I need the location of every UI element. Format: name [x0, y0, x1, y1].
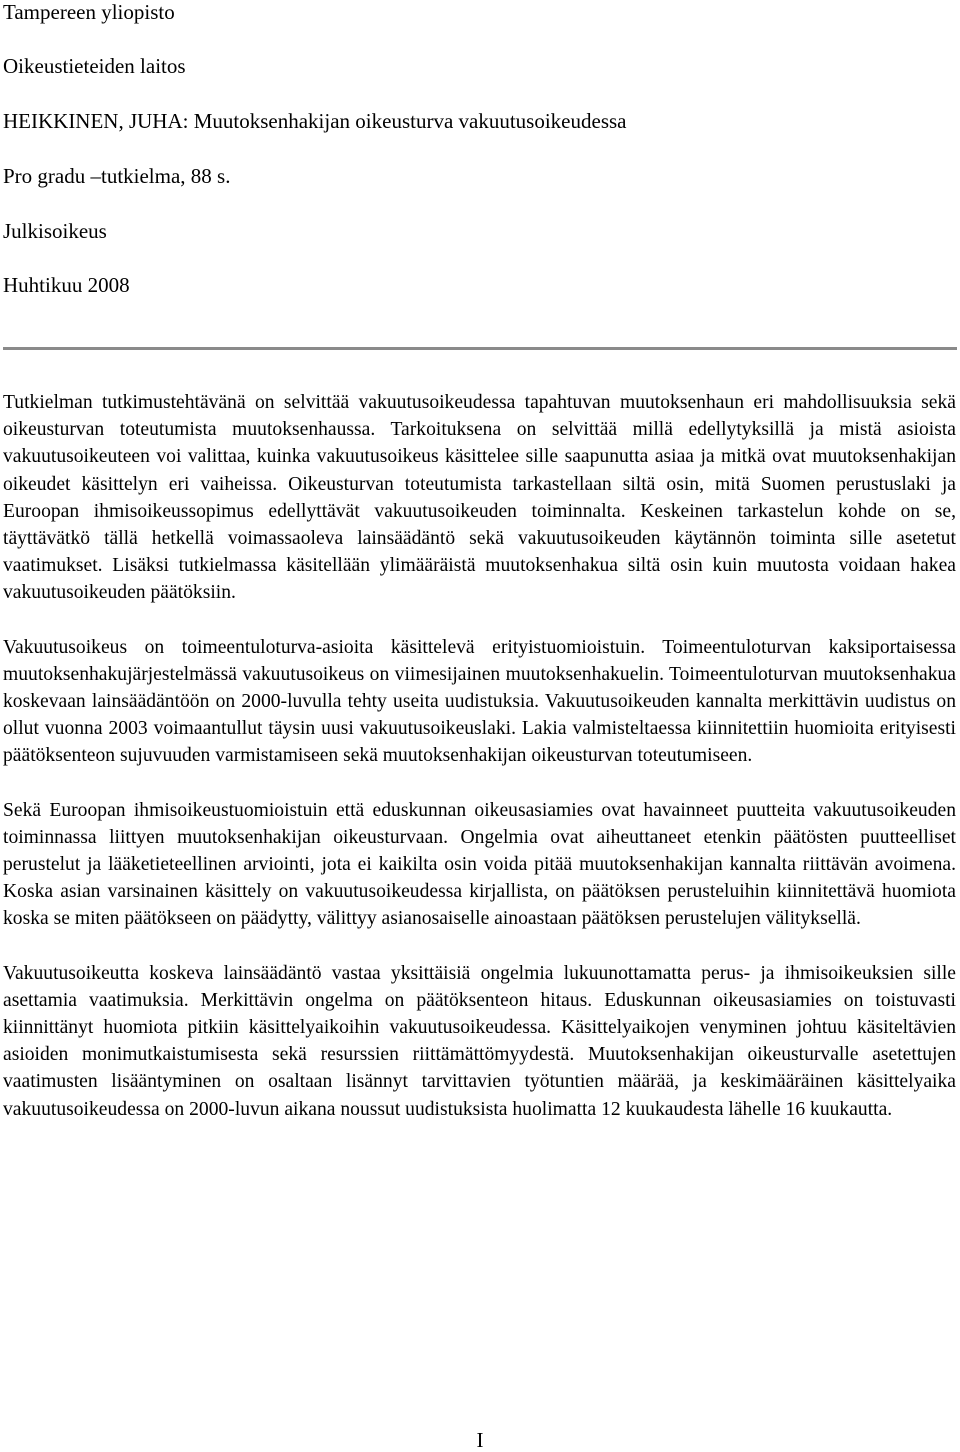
abstract-paragraph-3: Sekä Euroopan ihmisoikeustuomioistuin että eduskunnan oikeusasiamies ovat havainneet puutteita vakuutusoikeuden toiminnassa liittyen muutoksenhakijan oikeusturvaan. Ongelmia ovat aiheuttaneet etenkin päätösten puutteelliset perustelut ja lääketieteellinen arviointi, jota ei kaikilta osin voida pitää muutoksenhakijan kannalta riittävän avoimena. Koska asian varsinainen käsittely on vakuutusoikeudessa kirjallista, on päätöksen perusteluihin kiinnitettävä huomiota koska se miten päätökseen on päädytty, välittyy asianosaiselle ainoastaan päätöksen perustelujen välityksellä.: [3, 799, 956, 930]
abstract-paragraph-2: Vakuutusoikeus on toimeentuloturva-asioita käsittelevä erityistuomioistuin. Toimeentuloturvan kaksiportaisessa muutoksenhakujärjestelmässä vakuutusoikeus on viimesijainen muutoksenhakuelin. Toimeentuloturvan muutoksenhakua koskevaan lainsäädäntöön on 2000-luvulla tehty useita uudistuksia. Vakuutusoikeuden kannalta merkittävin uudistus on ollut vuonna 2003 voimaantullut täysin uusi vakuutusoikeuslaki. Lakia valmisteltaessa kiinnitettiin huomioita erityisesti päätöksenteon sujuvuuden varmistamiseen sekä muutoksenhakijan oikeusturvan toteutumiseen.: [3, 636, 956, 767]
abstract-body: [3, 389, 956, 1150]
department-name: Oikeustieteiden laitos: [3, 54, 186, 78]
university-name: Tampereen yliopisto: [3, 0, 175, 24]
abstract-paragraph-1: Tutkielman tutkimustehtävänä on selvittää vakuutusoikeudessa tapahtuvan muutoksenhaun eri mahdollisuuksia sekä oikeusturvan toteutumista muutoksenhaussa. Tarkoituksena on selvittää millä edellytyksillä ja mistä asioista vakuutusoikeuteen voi valittaa, kuinka vakuutusoikeus käsittelee sille saapunutta asiaa ja mitkä ovat muutoksenhakijan oikeudet käsittelyn eri vaiheissa. Oikeusturvan toteutumista tarkastellaan siltä osin, mitä Suomen perustuslaki ja Euroopan ihmisoikeussopimus edellyttävät vakuutusoikeuden toiminnalta. Keskeinen tarkastelun kohde on se, täyttävätkö tällä hetkellä voimassaoleva lainsäädäntö sekä vakuutusoikeuden käytännön toiminta sille asetetut vaatimukset. Lisäksi tutkielmassa käsitellään ylimääräistä muutoksenhakua siltä osin kuin muutosta voidaan hakea vakuutusoikeuden päätöksiin.: [3, 392, 956, 604]
thesis-date: Huhtikuu 2008: [3, 273, 130, 297]
page-number: I: [476, 1428, 484, 1452]
abstract-paragraph-4: Vakuutusoikeutta koskeva lainsäädäntö vastaa yksittäisiä ongelmia lukuunottamatta perus- ja ihmisoikeuksien sille asettamia vaatimuksia. Merkittävin ongelma on päätöksenteon hitaus. Eduskunnan oikeusasiamies on toistuvasti kiinnittänyt huomiota pitkiin käsittelyaikoihin vakuutusoikeudessa. Käsittelyaikojen venyminen johtuu käsiteltävien asioiden monimutkaistumisesta sekä resurssien riittämättömyydestä. Muutoksenhakijan oikeusturvalle asetettujen vaatimusten lisääntyminen on osaltaan lisännyt tarvittavien työtuntien määrää, ja keskimääräinen käsittelyaika vakuutusoikeudessa on 2000-luvun aikana noussut uudistuksista huolimatta 12 kuukaudesta lähelle 16 kuukautta.: [3, 962, 956, 1120]
header-divider: [3, 347, 957, 350]
subject-area: Julkisoikeus: [3, 219, 107, 243]
thesis-type: Pro gradu –tutkielma, 88 s.: [3, 164, 231, 188]
author-and-title: HEIKKINEN, JUHA: Muutoksenhakijan oikeusturva vakuutusoikeudessa: [3, 109, 627, 133]
